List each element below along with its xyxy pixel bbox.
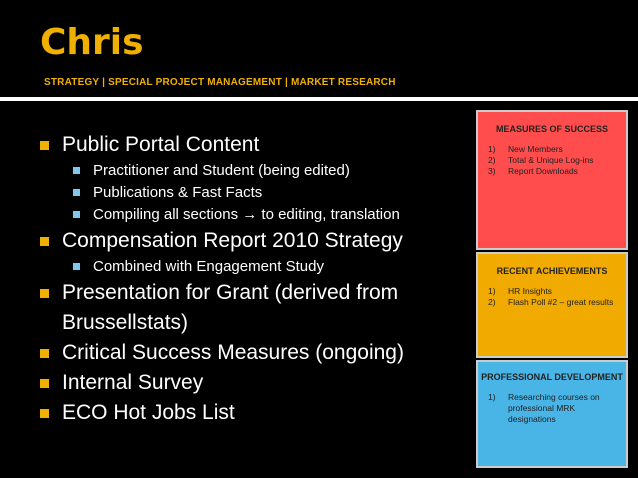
recent-achievements-box <box>476 252 628 358</box>
measures-of-success-box <box>476 110 628 250</box>
square-bullet-icon <box>73 167 80 174</box>
slide-title: Chris <box>40 22 144 63</box>
box-heading: RECENT ACHIEVEMENTS <box>496 266 608 276</box>
list-item: 1) Researching courses on professional MRK designations <box>488 392 600 424</box>
sub-bullet-item <box>40 160 470 182</box>
box-heading: PROFESSIONAL DEVELOPMENT <box>481 372 623 382</box>
square-bullet-icon <box>73 263 80 270</box>
square-bullet-icon <box>40 409 49 418</box>
bullet-item <box>40 368 470 398</box>
bullet-item <box>40 226 470 256</box>
bullet-item <box>40 398 470 428</box>
bullet-text-continued: Brussellstats) <box>62 311 189 334</box>
list-item: 3) Report Downloads <box>488 166 578 176</box>
sub-bullet-text: Compiling all sections → to editing, translation <box>93 206 400 223</box>
bullet-item <box>40 130 470 160</box>
bullet-list <box>40 130 470 428</box>
box-list <box>478 144 626 177</box>
square-bullet-icon <box>40 289 49 298</box>
bullet-text: Internal Survey <box>62 371 204 394</box>
box-heading: MEASURES OF SUCCESS <box>495 124 609 134</box>
bullet-text: ECO Hot Jobs List <box>62 401 235 424</box>
box-list <box>478 392 626 425</box>
square-bullet-icon <box>40 141 49 150</box>
professional-development-box <box>476 360 628 468</box>
bullet-text: Public Portal Content <box>62 133 260 156</box>
sub-bullet-text: Practitioner and Student (being edited) <box>93 162 350 179</box>
bullet-item <box>40 338 470 368</box>
sub-bullet-item <box>40 182 470 204</box>
bullet-text: Compensation Report 2010 Strategy <box>62 229 403 252</box>
sub-bullet-text: Combined with Engagement Study <box>93 258 324 275</box>
list-item: 2) Flash Poll #2 – great results <box>488 297 614 307</box>
bullet-text: Critical Success Measures (ongoing) <box>62 341 404 364</box>
square-bullet-icon <box>40 349 49 358</box>
list-item: 1) New Members <box>488 144 563 154</box>
sub-bullet-item <box>40 256 470 278</box>
box-list <box>478 286 626 308</box>
square-bullet-icon <box>73 189 80 196</box>
square-bullet-icon <box>40 237 49 246</box>
square-bullet-icon <box>73 211 80 218</box>
bullet-item <box>40 278 470 338</box>
list-item: 2) Total & Unique Log-ins <box>488 155 594 165</box>
list-item: 1) HR Insights <box>488 286 552 296</box>
square-bullet-icon <box>40 379 49 388</box>
sub-bullet-text: Publications & Fast Facts <box>93 184 263 201</box>
header-divider <box>0 97 638 101</box>
slide-subtitle: STRATEGY | SPECIAL PROJECT MANAGEMENT | MARKET RESEARCH <box>44 77 396 88</box>
sub-bullet-item <box>40 204 470 226</box>
bullet-text: Presentation for Grant (derived from <box>62 281 399 304</box>
